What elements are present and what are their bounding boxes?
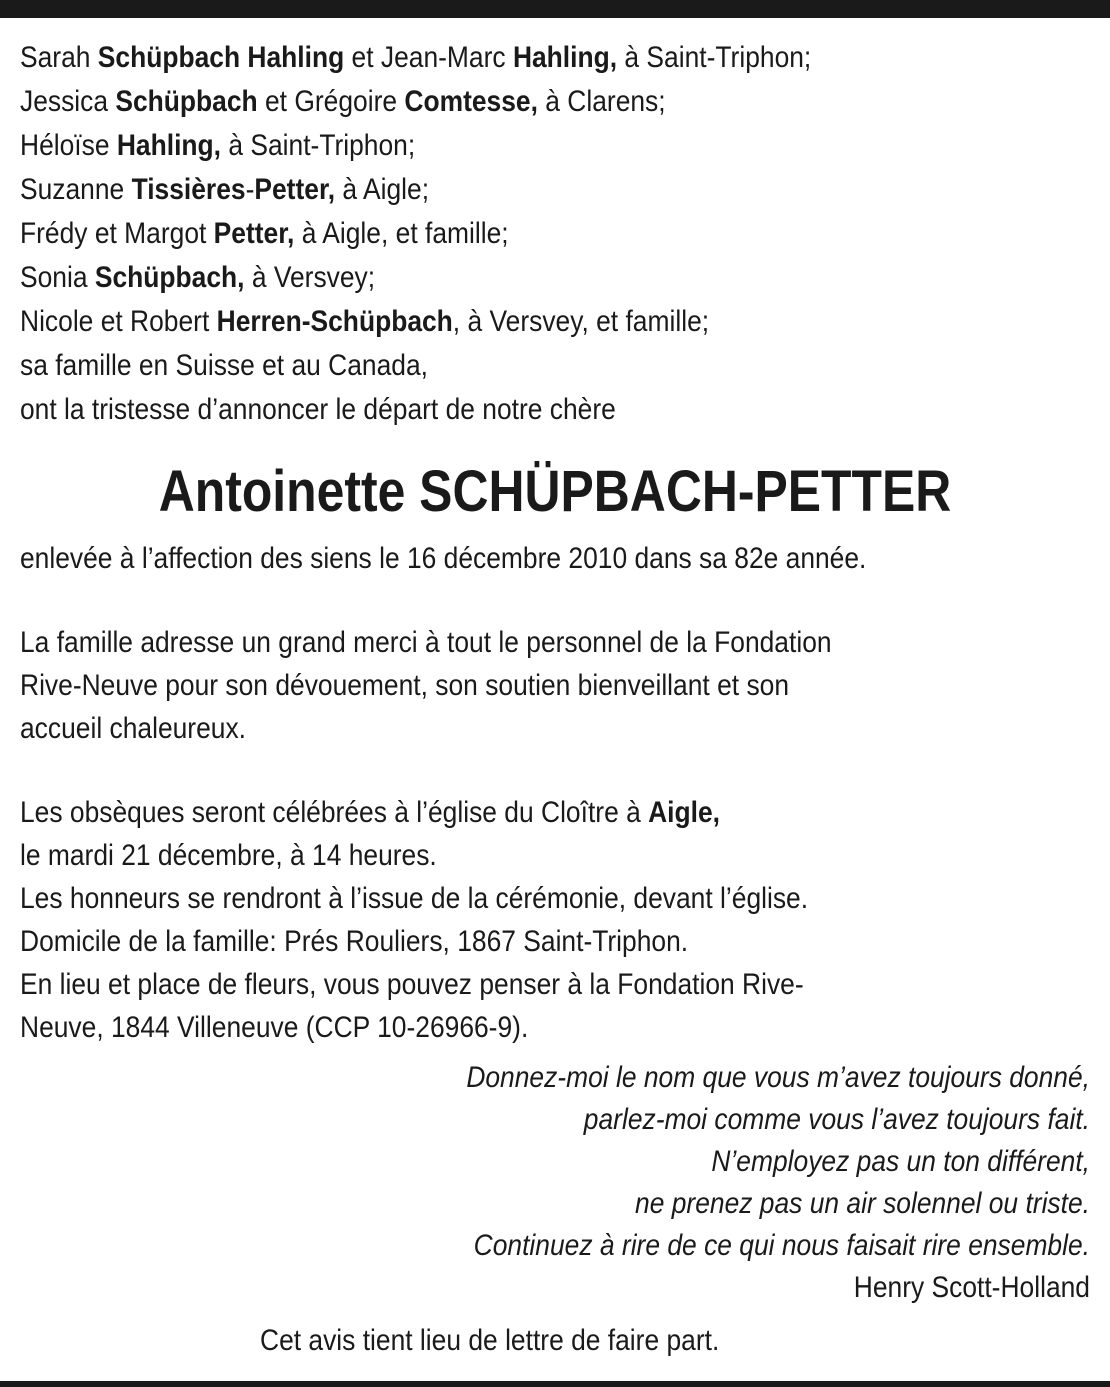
author-text: Henry Scott-Holland [853,1271,1090,1304]
family-line [20,80,1086,124]
poem-author [0,1267,1090,1309]
family-line [20,168,1086,212]
surname: Petter, [213,217,295,250]
surname: Schüpbach, [94,261,245,294]
poem-line: parlez-moi comme vous l’avez toujours fait. [583,1103,1090,1136]
text: à Aigle, et famille; [294,217,509,250]
text: sa famille en Suisse et au Canada, [20,349,428,382]
surname: Herren-Schüpbach [216,305,453,338]
bottom-rule [0,1381,1110,1387]
text: ont la tristesse d’annoncer le départ de notre chère [20,393,616,426]
text: Suzanne [20,173,132,206]
place: Aigle, [648,796,720,829]
family-line [20,300,1086,344]
poem-line: Continuez à rire de ce qui nous faisait rire ensemble. [473,1229,1090,1262]
surname: Schüpbach Hahling [97,41,345,74]
text: Les obsèques seront célébrées à l’église du Cloître à [20,796,649,829]
family-line [20,256,1086,300]
text: Nicole et Robert [20,305,217,338]
text: Héloïse [20,129,117,162]
funeral-line: Les honneurs se rendront à l’issue de la cérémonie, devant l’église. [20,882,809,915]
family-line [20,388,1086,432]
poem [0,1057,1090,1267]
text: et Jean-Marc [344,41,513,74]
text: à Saint-Triphon; [220,129,416,162]
thanks-line: Rive-Neuve pour son dévouement, son soutien bienveillant et son [20,669,790,702]
funeral-line: le mardi 21 décembre, à 14 heures. [20,839,437,872]
thanks-line: accueil chaleureux. [20,712,247,745]
surname: Petter, [254,173,336,206]
text: à Clarens; [537,85,666,118]
closing-note: Cet avis tient lieu de lettre de faire part. [260,1324,720,1357]
text: à Aigle; [335,173,430,206]
text: Sonia [20,261,95,294]
family-line [20,212,1086,256]
surname: Hahling, [116,129,221,162]
funeral-paragraph [20,791,1086,1049]
funeral-line: Neuve, 1844 Villeneuve (CCP 10-26966-9). [20,1011,529,1044]
deceased-name: Antoinette SCHÜPBACH-PETTER [158,459,952,524]
text: Frédy et Margot [20,217,214,250]
death-line [20,537,1086,580]
funeral-line [20,791,1086,834]
text: à Versvey; [244,261,376,294]
top-rule [0,0,1110,18]
text: à Saint-Triphon; [617,41,812,74]
poem-line: N’employez pas un ton différent, [711,1145,1090,1178]
surname: Tissières [131,173,246,206]
family-line [20,36,1086,80]
poem-line: ne prenez pas un air solennel ou triste. [635,1187,1090,1220]
text: - [245,173,255,206]
funeral-line: Domicile de la famille: Prés Rouliers, 1867 Saint-Triphon. [20,925,689,958]
surname: Hahling, [512,41,618,74]
surname: Schüpbach [115,85,258,118]
family-line [20,124,1086,168]
text: et Grégoire [257,85,405,118]
surname: Comtesse, [404,85,538,118]
thanks-paragraph [20,621,1086,750]
text: Jessica [20,85,116,118]
family-list [20,36,1086,432]
text: , à Versvey, et famille; [452,305,710,338]
death-text: enlevée à l’affection des siens le 16 décembre 2010 dans sa 82e année. [20,542,867,575]
poem-line: Donnez-moi le nom que vous m’avez toujours donné, [466,1061,1091,1094]
text: Sarah [20,41,98,74]
thanks-line: La famille adresse un grand merci à tout le personnel de la Fondation [20,626,832,659]
family-line [20,344,1086,388]
funeral-line: En lieu et place de fleurs, vous pouvez penser à la Fondation Rive- [20,968,804,1001]
